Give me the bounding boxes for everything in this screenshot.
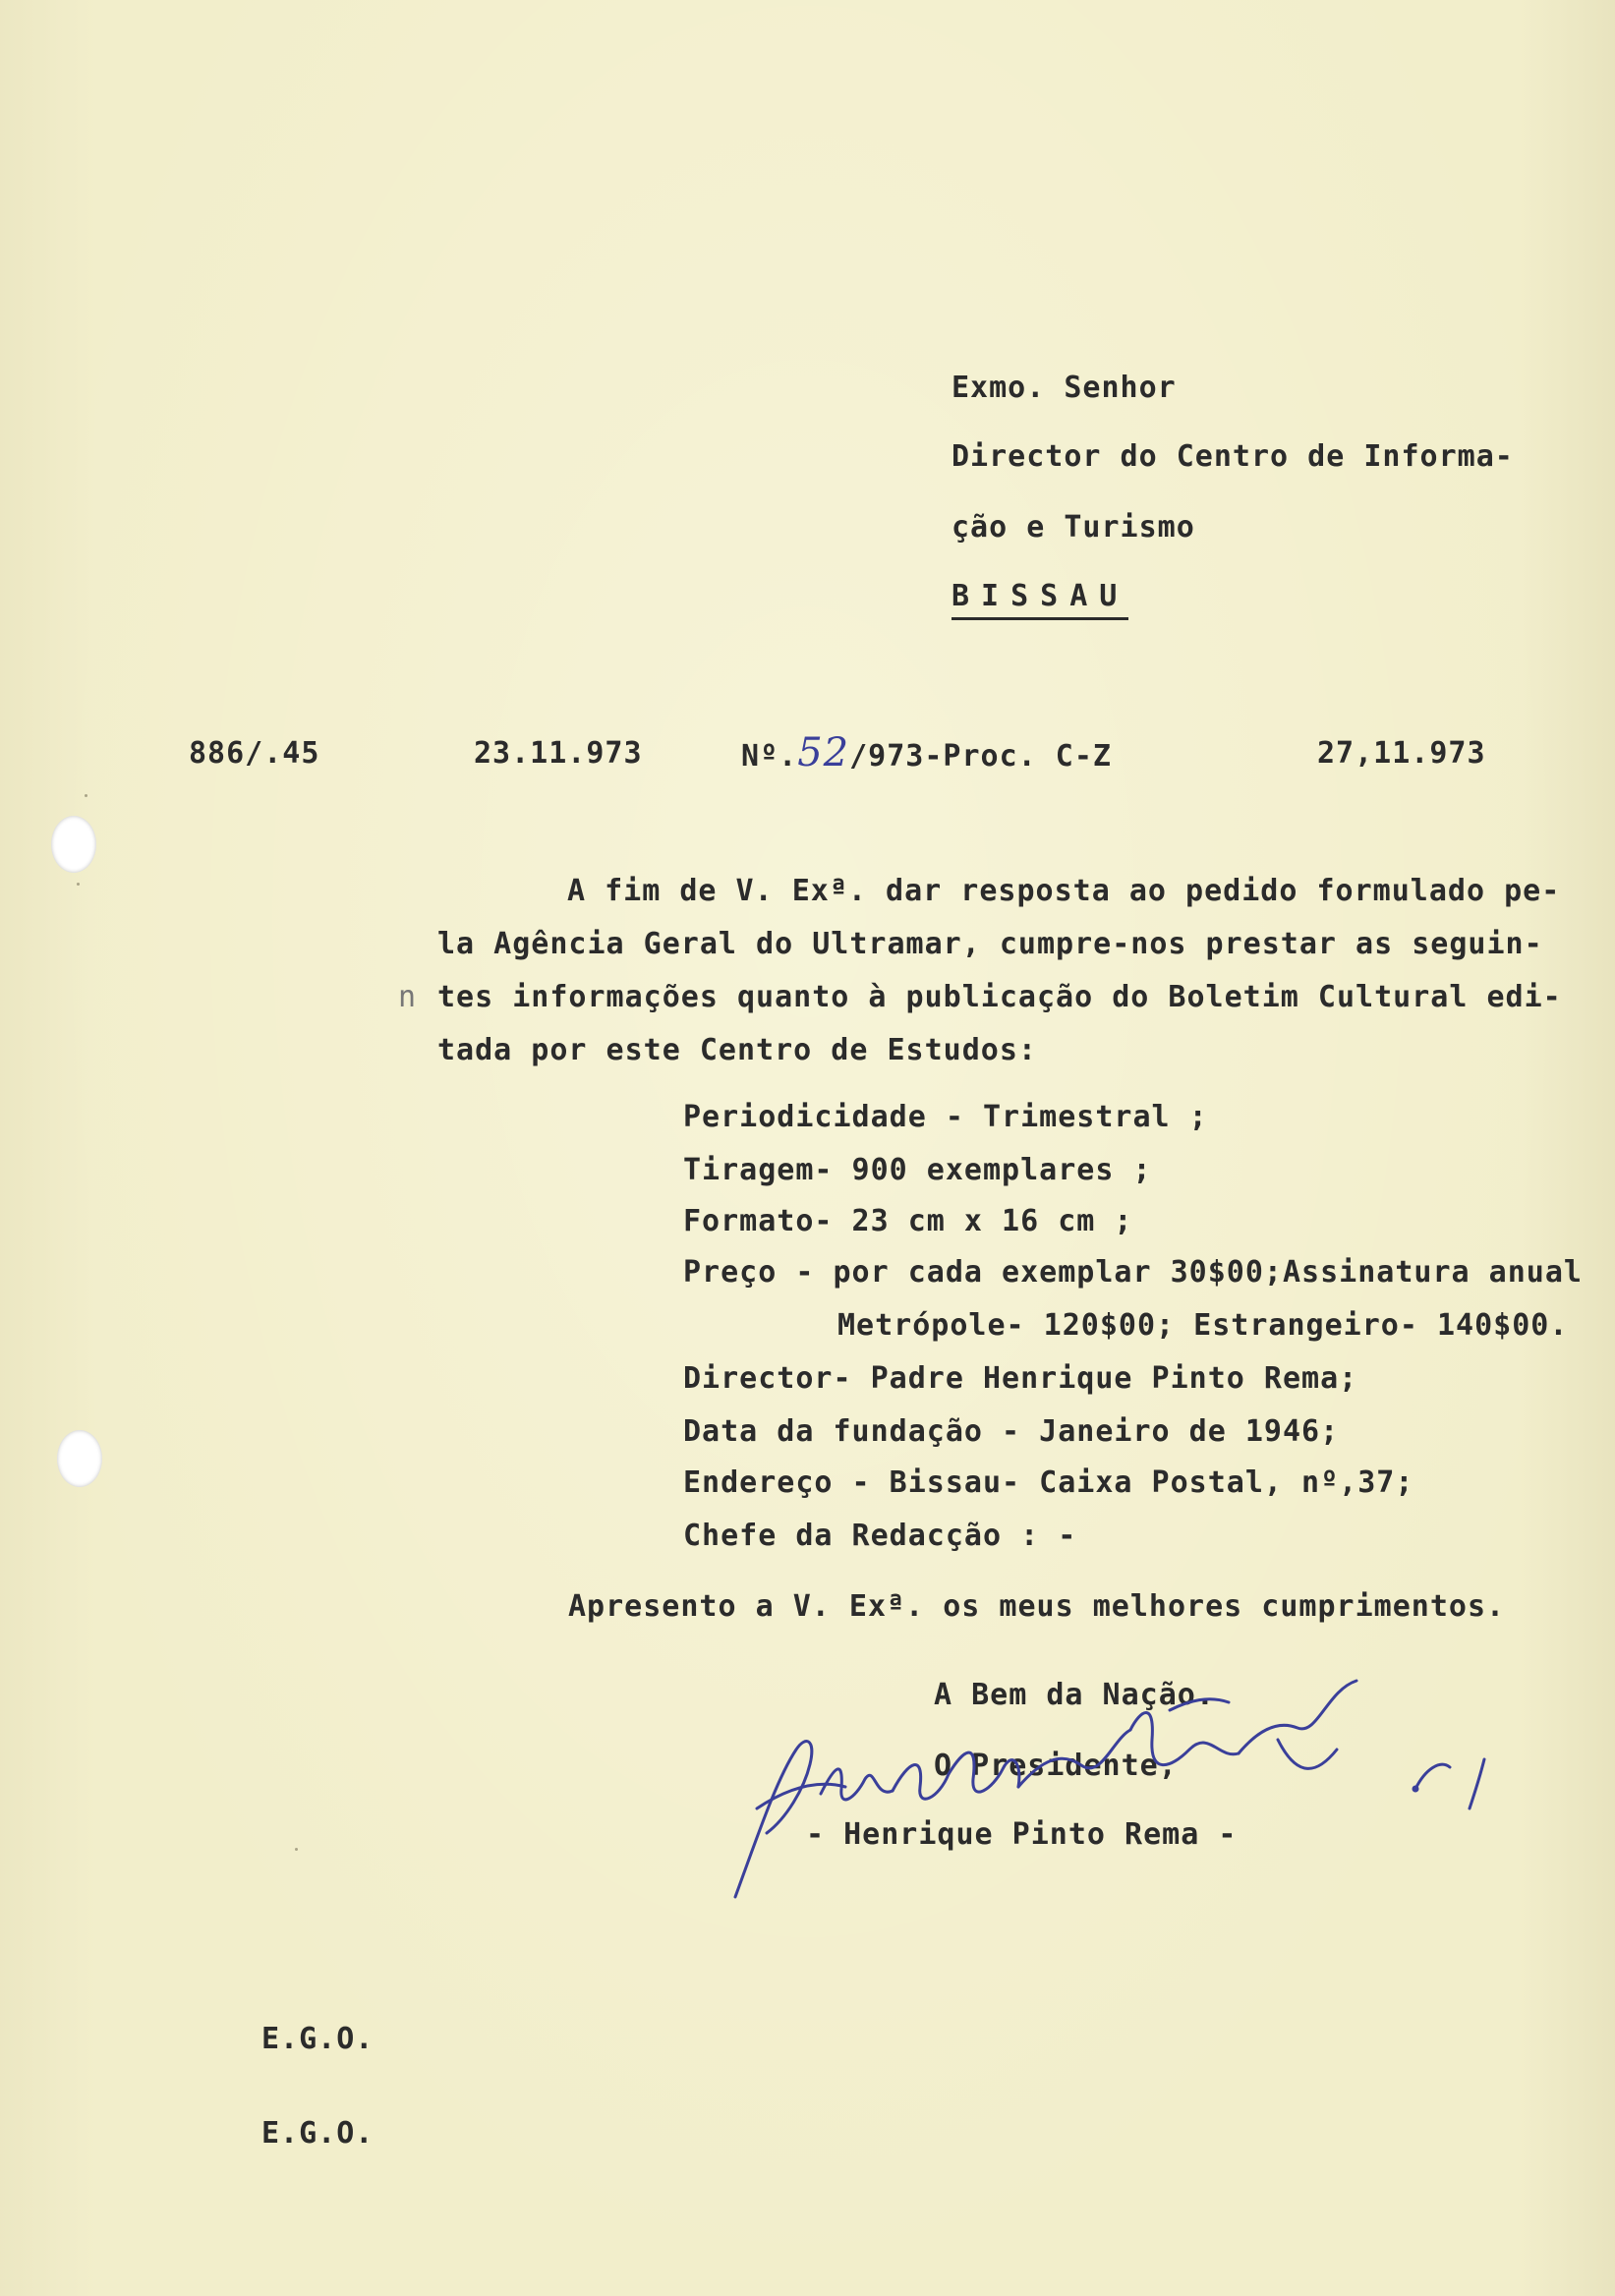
detail-director: Director- Padre Henrique Pinto Rema; <box>683 1361 1358 1396</box>
document-number-handwritten: 52 <box>797 730 850 775</box>
addressee-city: BISSAU <box>952 582 1128 620</box>
detail-price: Preço - por cada exemplar 30$00;Assinatura anual <box>683 1255 1583 1290</box>
paper-speck <box>295 1848 298 1851</box>
document-number <box>741 730 1112 775</box>
detail-foundation-date: Data da fundação - Janeiro de 1946; <box>683 1414 1340 1449</box>
punch-hole-top <box>51 816 96 873</box>
signatory-name: - Henrique Pinto Rema - <box>806 1817 1238 1852</box>
margin-mark: n <box>398 980 418 1014</box>
document-number-prefix: Nº. <box>741 739 798 774</box>
detail-print-run: Tiragem- 900 exemplares ; <box>683 1153 1152 1187</box>
paper-speck <box>85 794 87 797</box>
closing-motto: A Bem da Nação. <box>934 1678 1215 1712</box>
body-line-3: tes informações quanto à publicação do Boletim Cultural edi- <box>437 980 1562 1014</box>
detail-format: Formato- 23 cm x 16 cm ; <box>683 1204 1133 1238</box>
detail-editor-in-chief: Chefe da Redacção : - <box>683 1519 1077 1553</box>
addressee-line-1: Director do Centro de Informa- <box>952 439 1514 474</box>
detail-periodicity: Periodicidade - Trimestral ; <box>683 1100 1208 1134</box>
reference-date: 23.11.973 <box>474 736 643 771</box>
detail-address: Endereço - Bissau- Caixa Postal, nº,37; <box>683 1465 1414 1500</box>
addressee-line-2: ção e Turismo <box>952 510 1195 545</box>
document-date: 27,11.973 <box>1317 736 1486 771</box>
body-line-4: tada por este Centro de Estudos: <box>437 1033 1037 1067</box>
footer-mark-2: E.G.O. <box>261 2116 375 2151</box>
signatory-role: O Presidente, <box>934 1749 1178 1783</box>
closing-compliments: Apresento a V. Exª. os meus melhores cumprimentos. <box>568 1589 1506 1624</box>
body-line-1: A fim de V. Exª. dar resposta ao pedido formulado pe- <box>567 874 1561 908</box>
punch-hole-bottom <box>57 1430 102 1487</box>
footer-mark-1: E.G.O. <box>261 2022 375 2056</box>
body-line-2: la Agência Geral do Ultramar, cumpre-nos prestar as seguin- <box>437 927 1543 961</box>
document-number-suffix: /973-Proc. C-Z <box>849 739 1112 774</box>
detail-price-continued: Metrópole- 120$00; Estrangeiro- 140$00. <box>837 1308 1569 1343</box>
addressee-salutation: Exmo. Senhor <box>952 371 1177 405</box>
paper-speck <box>77 883 80 886</box>
reference-number: 886/.45 <box>189 736 320 771</box>
